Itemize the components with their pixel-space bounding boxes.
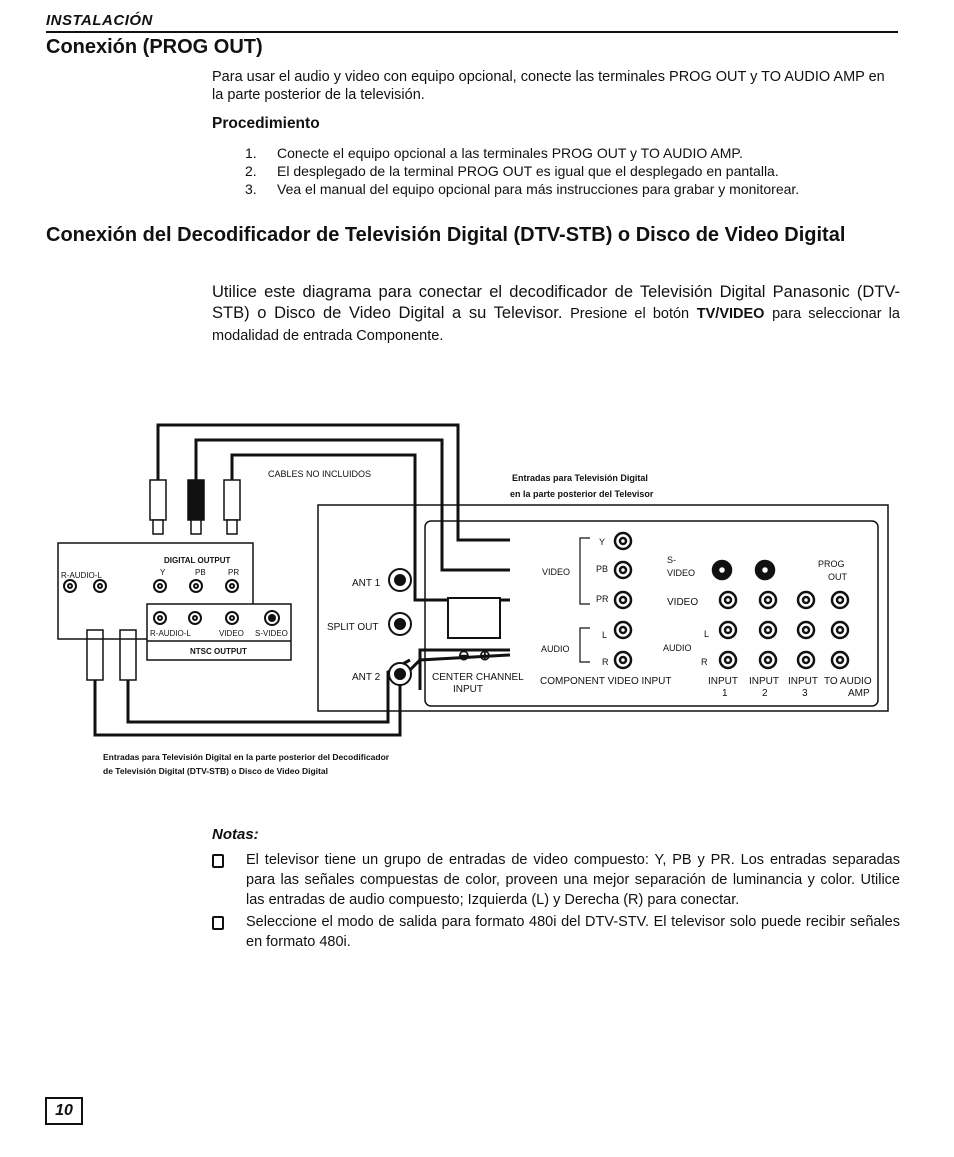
center-channel-label-2: INPUT — [453, 684, 483, 695]
list-item: 3. Vea el manual del equipo opcional para más instrucciones para grabar y monitorear. — [245, 181, 800, 197]
tv-input3-label: INPUT — [788, 676, 818, 687]
dtv-intro: Utilice este diagrama para conectar el decodificador de Televisión Digital Panasonic (DTV-STB) o Disco de Video Digital a su Televisor. Presione el botón TV/VIDEO para seleccionar la modalidad de entrada Componente. — [212, 283, 900, 344]
cable-y — [158, 425, 510, 540]
stb-r-audio-l-label: R-AUDIO-L — [61, 571, 102, 580]
section-title: Conexión (PROG OUT) — [46, 36, 263, 58]
bottom-plugs — [87, 630, 136, 680]
dtv-section-title: Conexión del Decodificador de Televisión Digital (DTV-STB) o Disco de Video Digital — [46, 224, 846, 246]
list-item: El televisor tiene un grupo de entradas de video compuesto: Y, PB y PR. Los entradas separadas para las señales compuestas de color, proveen una mejor separación de luminancia y color. Utilice las entradas de audio compuesto; Izquierda (L) y Derecha (R) para conectar. — [212, 850, 900, 910]
tv-r-row-label: R — [701, 657, 708, 667]
notes-list — [212, 850, 900, 954]
cable-audio-r — [128, 660, 410, 722]
center-channel-label-1: CENTER CHANNEL — [432, 672, 524, 683]
stb-caption-2: de Televisión Digital (DTV-STB) o Disco de Video Digital — [103, 766, 328, 776]
prog-out-intro: Para usar el audio y video con equipo opcional, conecte las terminales PROG OUT y TO AUDIO AMP en la parte posterior de la televisión. — [212, 69, 885, 103]
tv-l-label: L — [602, 630, 608, 640]
tv-ant2-label: ANT 2 — [352, 672, 381, 683]
tv-s-label: S- — [667, 555, 676, 565]
section-label: INSTALACIÓN — [46, 12, 153, 29]
stb-pr-label: PR — [228, 568, 240, 577]
stb-pb-label: PB — [195, 568, 206, 577]
tv-r-label: R — [602, 657, 609, 667]
list-item: 1. Conecte el equipo opcional a las terminales PROG OUT y TO AUDIO AMP. — [245, 145, 743, 161]
procedure-title: Procedimiento — [212, 115, 320, 132]
tv-input1-num: 1 — [722, 688, 728, 699]
tv-caption-2: en la parte posterior del Televisor — [510, 489, 654, 499]
checkbox-bullet-icon — [212, 854, 224, 868]
top-plugs — [150, 480, 240, 534]
stb-y-label: Y — [160, 568, 166, 577]
tv-l-row-label: L — [704, 629, 710, 639]
stb-caption-1: Entradas para Televisión Digital en la parte posterior del Decodificador — [103, 752, 390, 762]
stb-video-label: VIDEO — [219, 629, 244, 638]
tv-video-label: VIDEO — [542, 567, 571, 577]
tv-y-label: Y — [599, 537, 606, 547]
tv-audio-label: AUDIO — [541, 644, 570, 654]
cables-label: CABLES NO INCLUIDOS — [268, 469, 372, 479]
tv-audio-row-label: AUDIO — [663, 643, 692, 653]
tv-input3-num: 3 — [802, 688, 808, 699]
page-number: 10 — [45, 1097, 83, 1125]
tv-out-label: OUT — [828, 572, 847, 582]
stb-ntsc-output-label: NTSC OUTPUT — [190, 647, 247, 656]
tv-caption-1: Entradas para Televisión Digital — [512, 473, 648, 483]
tv-antenna-jacks — [389, 569, 411, 685]
tv-prog-label: PROG — [818, 559, 845, 569]
tv-to-audio-label: TO AUDIO — [824, 676, 872, 687]
checkbox-bullet-icon — [212, 916, 224, 930]
tv-video-row-label: VIDEO — [667, 597, 699, 608]
tv-component-jacks — [615, 533, 631, 668]
center-channel-block — [448, 598, 500, 638]
tv-pr-label: PR — [596, 594, 609, 604]
list-item: Seleccione el modo de salida para formato 480i del DTV-STV. El televisor solo puede recibir señales en formato 480i. — [212, 912, 900, 952]
minus-icon: ⊖ — [458, 647, 470, 663]
tv-pb-label: PB — [596, 564, 609, 574]
tv-input1-label: INPUT — [708, 676, 738, 687]
tv-input2-label: INPUT — [749, 676, 779, 687]
plus-icon: ⊕ — [479, 647, 491, 663]
notes-title: Notas: — [212, 826, 259, 843]
tv-input2-num: 2 — [762, 688, 768, 699]
list-item: 2. El desplegado de la terminal PROG OUT es igual que el desplegado en pantalla. — [245, 163, 779, 179]
stb-r-audio-l-2-label: R-AUDIO-L — [150, 629, 191, 638]
tv-svideo-label: VIDEO — [667, 568, 696, 578]
stb-digital-output-label: DIGITAL OUTPUT — [164, 556, 231, 565]
tv-split-out-label: SPLIT OUT — [327, 622, 379, 633]
stb-svideo-label: S-VIDEO — [255, 629, 288, 638]
tv-amp-label: AMP — [848, 688, 870, 699]
component-video-label: COMPONENT VIDEO INPUT — [540, 676, 672, 687]
tv-ant1-label: ANT 1 — [352, 578, 381, 589]
